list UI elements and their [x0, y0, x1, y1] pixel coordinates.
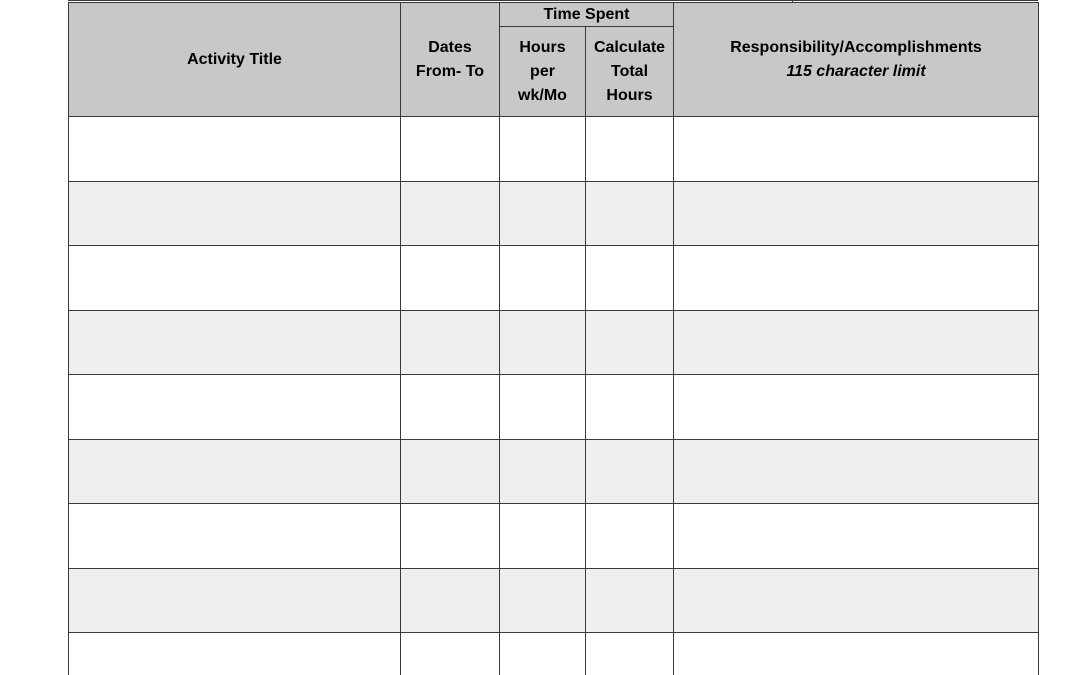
header-calculate-total-hours	[586, 27, 674, 117]
hours-per-period-cell[interactable]	[500, 375, 586, 440]
header-time-spent-text: Time Spent	[543, 5, 630, 23]
responsibility-cell[interactable]	[674, 117, 1039, 182]
total-hours-cell[interactable]	[586, 310, 674, 375]
table-row	[69, 181, 1039, 246]
hours-per-period-cell[interactable]	[500, 246, 586, 311]
header-dates-line1: Dates	[428, 38, 472, 56]
header-activity-title-text: Activity Title	[187, 50, 282, 68]
total-hours-cell[interactable]	[586, 117, 674, 182]
total-hours-cell[interactable]	[586, 504, 674, 569]
table-row	[69, 568, 1039, 633]
activity-title-cell[interactable]	[69, 568, 401, 633]
hours-per-period-cell[interactable]	[500, 568, 586, 633]
dates-cell[interactable]	[401, 117, 500, 182]
activity-title-cell[interactable]	[69, 504, 401, 569]
responsibility-cell[interactable]	[674, 504, 1039, 569]
header-character-limit: 115 character limit	[786, 62, 926, 80]
hours-per-period-cell[interactable]	[500, 633, 586, 675]
responsibility-cell[interactable]	[674, 439, 1039, 504]
table-header	[69, 3, 1039, 117]
total-hours-cell[interactable]	[586, 375, 674, 440]
table-row	[69, 375, 1039, 440]
responsibility-cell[interactable]	[674, 568, 1039, 633]
table-row	[69, 504, 1039, 569]
dates-cell[interactable]	[401, 439, 500, 504]
header-calc-line3: Hours	[606, 86, 653, 104]
header-hours-per-period	[500, 27, 586, 117]
responsibility-cell[interactable]	[674, 310, 1039, 375]
responsibility-cell[interactable]	[674, 181, 1039, 246]
total-hours-cell[interactable]	[586, 439, 674, 504]
dates-cell[interactable]	[401, 310, 500, 375]
header-responsibility-line1: Responsibility/Accomplishments	[730, 38, 982, 56]
activity-title-cell[interactable]	[69, 117, 401, 182]
header-dates-line2: From- To	[415, 62, 485, 80]
header-hours-line3: wk/Mo	[518, 86, 567, 104]
dates-cell[interactable]	[401, 568, 500, 633]
activity-title-cell[interactable]	[69, 439, 401, 504]
responsibility-cell[interactable]	[674, 633, 1039, 675]
total-hours-cell[interactable]	[586, 568, 674, 633]
hours-per-period-cell[interactable]	[500, 310, 586, 375]
dates-cell[interactable]	[401, 246, 500, 311]
header-calc-line2: Total	[610, 62, 649, 80]
table-row	[69, 633, 1039, 675]
dates-cell[interactable]	[401, 181, 500, 246]
table-row	[69, 310, 1039, 375]
activity-title-cell[interactable]	[69, 181, 401, 246]
activity-title-cell[interactable]	[69, 633, 401, 675]
responsibility-cell[interactable]	[674, 246, 1039, 311]
hours-per-period-cell[interactable]	[500, 181, 586, 246]
table-row	[69, 439, 1039, 504]
table-row	[69, 246, 1039, 311]
responsibility-cell[interactable]	[674, 375, 1039, 440]
activity-title-cell[interactable]	[69, 375, 401, 440]
hours-per-period-cell[interactable]	[500, 504, 586, 569]
dates-cell[interactable]	[401, 504, 500, 569]
hours-per-period-cell[interactable]	[500, 439, 586, 504]
header-hours-line1: Hours	[519, 38, 566, 56]
activity-title-cell[interactable]	[69, 246, 401, 311]
total-hours-cell[interactable]	[586, 246, 674, 311]
dates-cell[interactable]	[401, 633, 500, 675]
header-activity-title	[69, 3, 401, 117]
header-hours-line2: per	[530, 62, 555, 80]
activity-table	[68, 2, 1039, 675]
table-row	[69, 117, 1039, 182]
hours-per-period-cell[interactable]	[500, 117, 586, 182]
header-time-spent	[500, 3, 674, 27]
table-body	[69, 117, 1039, 675]
total-hours-cell[interactable]	[586, 633, 674, 675]
dates-cell[interactable]	[401, 375, 500, 440]
total-hours-cell[interactable]	[586, 181, 674, 246]
header-responsibility	[674, 3, 1039, 117]
activity-title-cell[interactable]	[69, 310, 401, 375]
header-calc-line1: Calculate	[593, 38, 666, 56]
header-dates	[401, 3, 500, 117]
